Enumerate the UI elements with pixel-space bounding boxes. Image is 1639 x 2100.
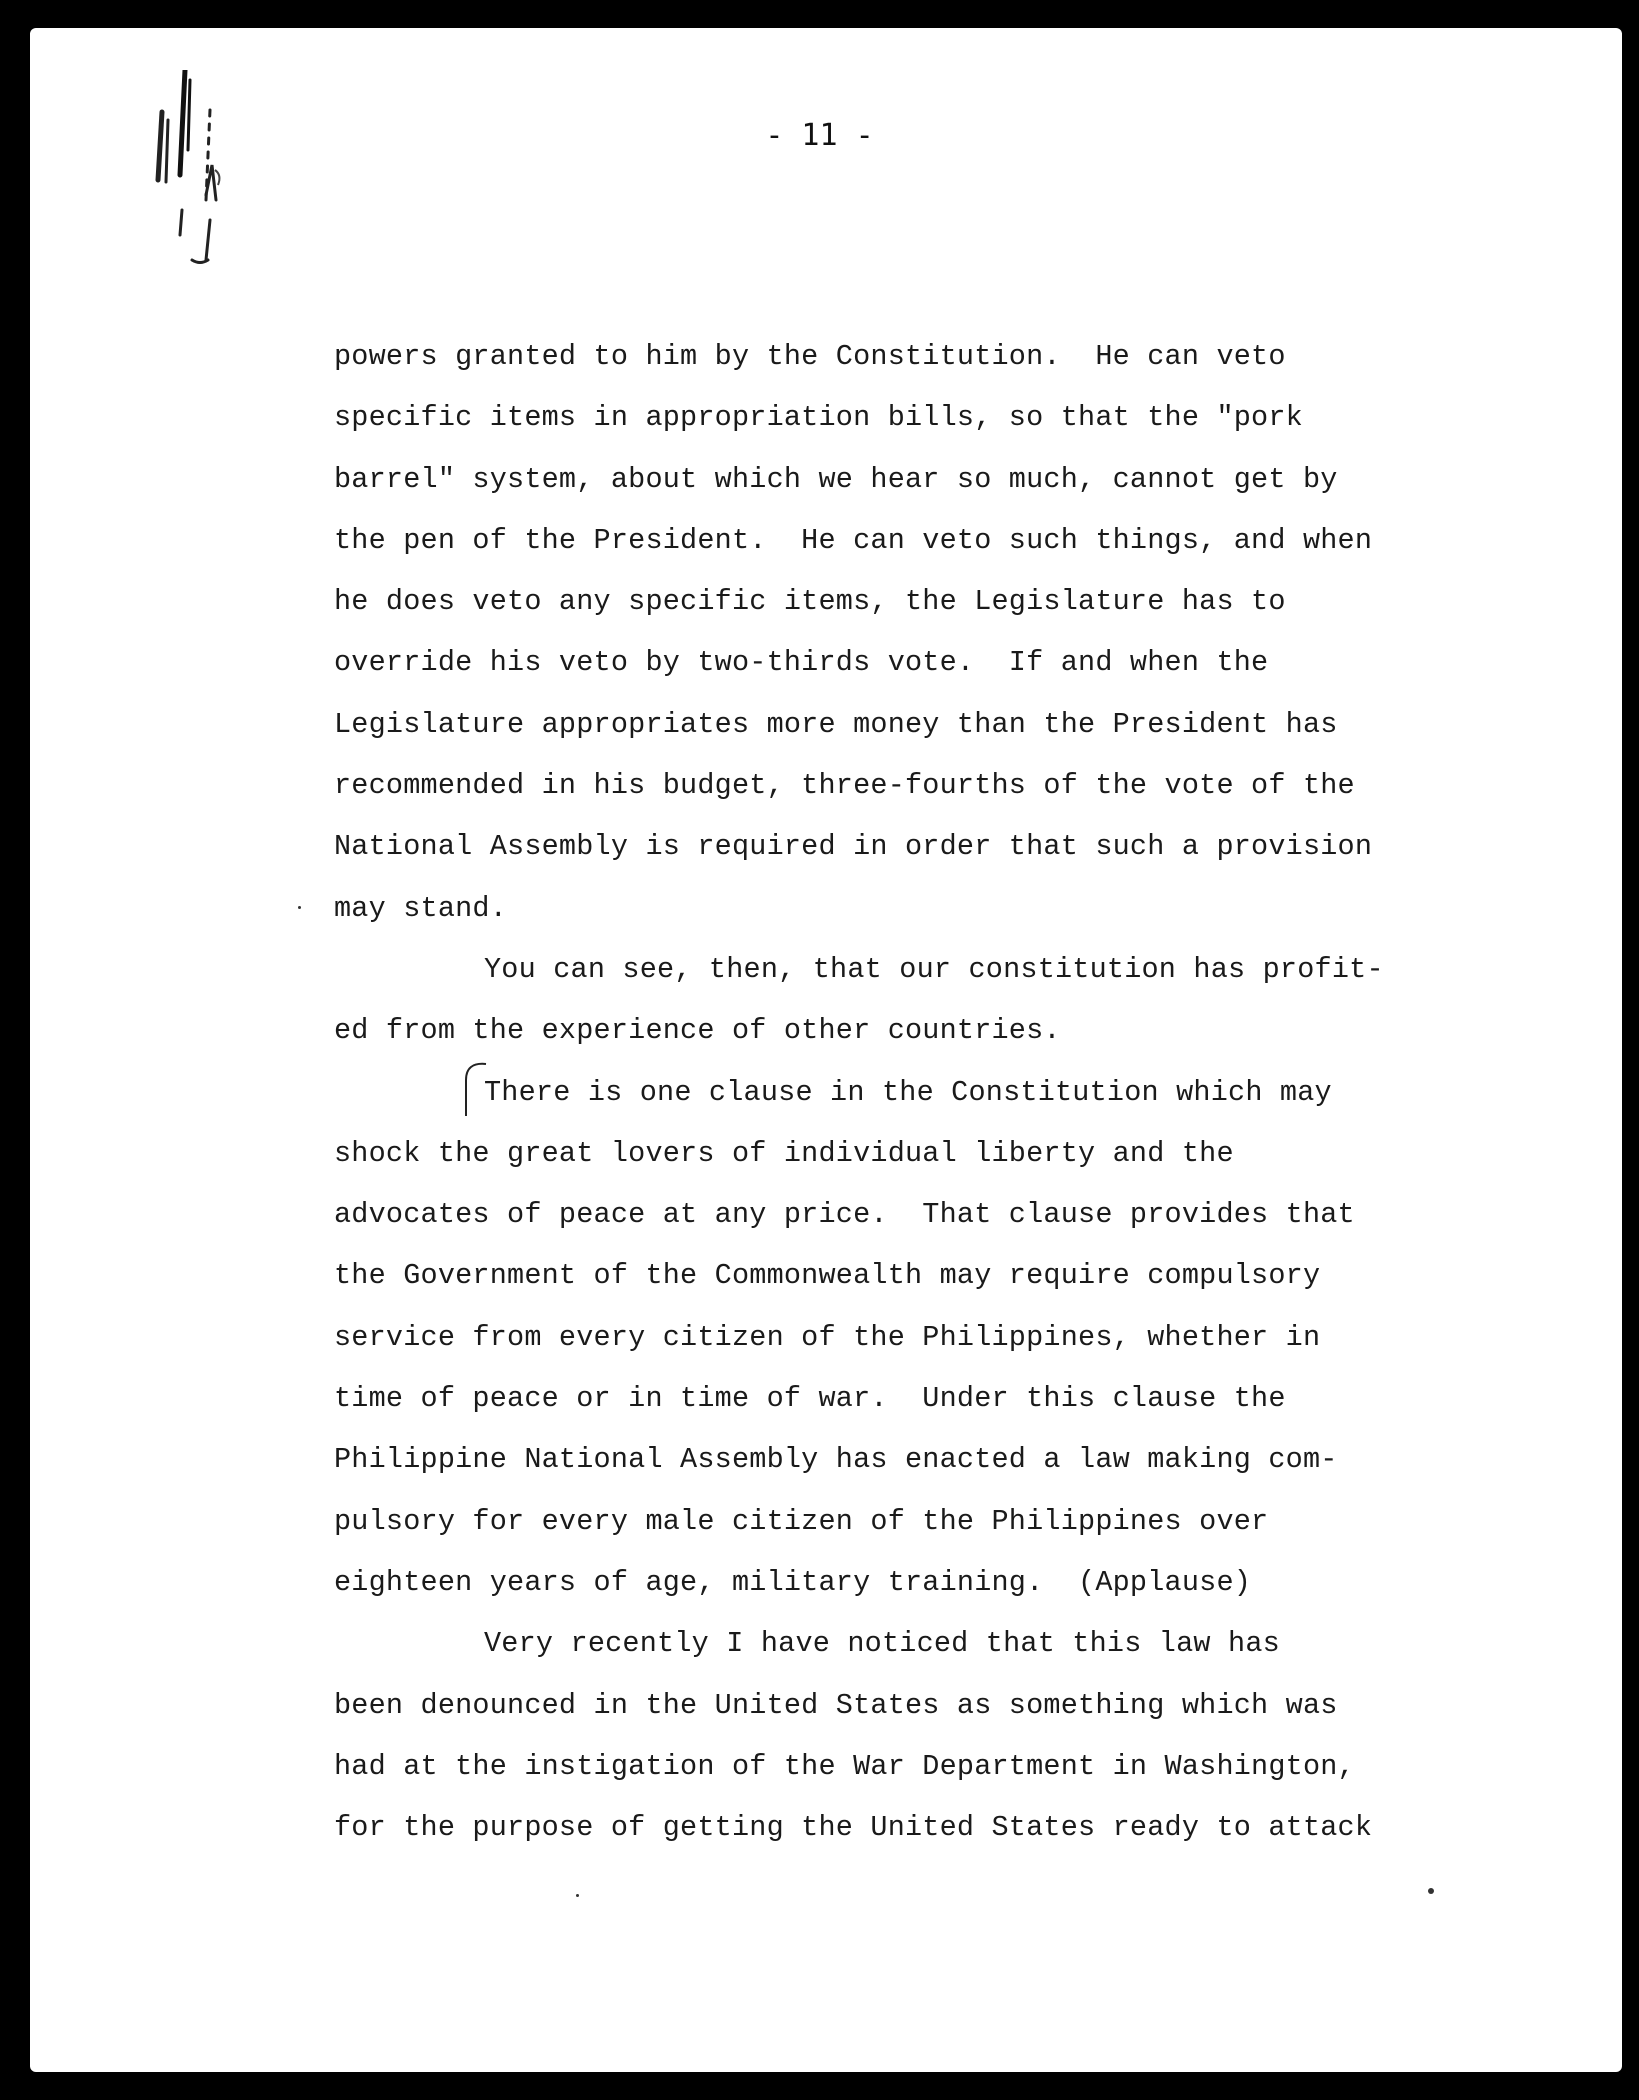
text-line: had at the instigation of the War Department in Washington,	[334, 1749, 1355, 1783]
text-line: may stand.	[334, 891, 508, 925]
text-line: time of peace or in time of war. Under this clause the	[334, 1382, 1286, 1416]
ink-speck	[576, 1894, 579, 1897]
text-line: Very recently I have noticed that this law has	[484, 1627, 1280, 1661]
handwritten-mark	[130, 70, 300, 280]
text-line: shock the great lovers of individual liberty and the	[334, 1136, 1234, 1170]
paragraph-1	[334, 326, 1464, 939]
text-line: pulsory for every male citizen of the Philippines over	[334, 1504, 1269, 1538]
text-line: override his veto by two-thirds vote. If and when the	[334, 646, 1269, 680]
text-line: powers granted to him by the Constitution. He can veto	[334, 340, 1286, 373]
text-line: specific items in appropriation bills, so that the "pork	[334, 401, 1303, 435]
document-body	[334, 326, 1464, 1858]
ink-speck	[1428, 1888, 1434, 1894]
text-line: National Assembly is required in order that such a provision	[334, 830, 1373, 864]
paragraph-3	[334, 1062, 1464, 1614]
text-line: he does veto any specific items, the Legislature has to	[334, 585, 1286, 619]
text-line: the Government of the Commonwealth may require compulsory	[334, 1259, 1321, 1293]
text-line: There is one clause in the Constitution which may	[484, 1075, 1332, 1109]
text-line: advocates of peace at any price. That clause provides that	[334, 1198, 1355, 1232]
text-line: You can see, then, that our constitution has profit-	[484, 952, 1384, 986]
paragraph-2	[334, 939, 1464, 1062]
text-line: ed from the experience of other countries.	[334, 1014, 1061, 1048]
text-line: recommended in his budget, three-fourths of the vote of the	[334, 769, 1355, 803]
text-line: service from every citizen of the Philippines, whether in	[334, 1320, 1321, 1354]
text-line: the pen of the President. He can veto such things, and when	[334, 523, 1373, 557]
text-line: Legislature appropriates more money than the President has	[334, 707, 1338, 741]
text-line: eighteen years of age, military training. (Applause)	[334, 1565, 1252, 1599]
text-line: barrel" system, about which we hear so much, cannot get by	[334, 462, 1338, 496]
paragraph-4	[334, 1613, 1464, 1858]
text-line: for the purpose of getting the United States ready to attack	[334, 1811, 1373, 1845]
ink-speck	[298, 906, 301, 909]
text-line: been denounced in the United States as something which was	[334, 1688, 1338, 1722]
text-line: Philippine National Assembly has enacted a law making com-	[334, 1443, 1338, 1477]
page-number: - 11 -	[765, 118, 874, 153]
